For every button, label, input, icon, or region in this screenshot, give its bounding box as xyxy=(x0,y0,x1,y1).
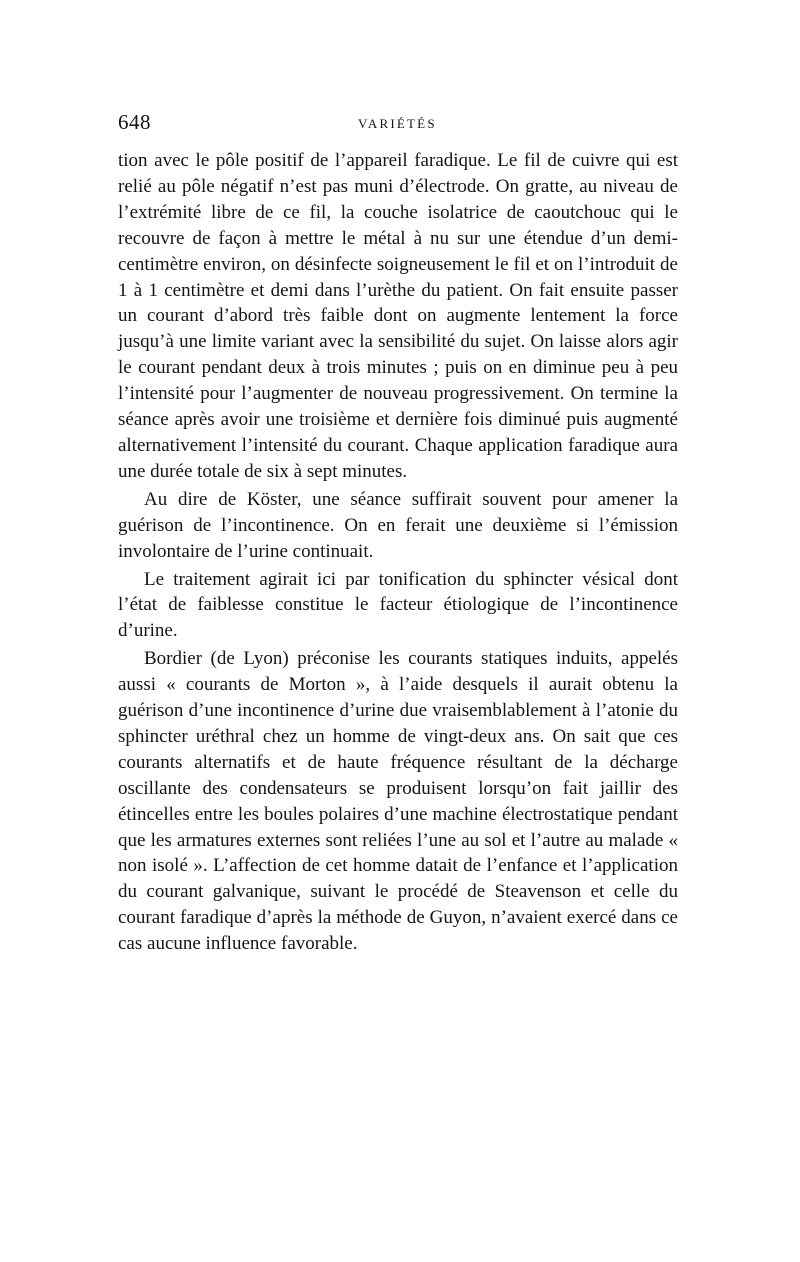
paragraph-bordier: Bordier (de Lyon) préconise les courants statiques induits, appelés aussi « courants de Morton », à l’aide desquels il aurait obtenu la guérison d’une incontinence d’urine due vraisemblablement à l’atonie du sphincter uréthral chez un homme de vingt-deux ans. On sait que ces courants alternatifs et de haute fréquence résultant de la décharge oscillante des condensateurs se produisent lorsqu’on fait jaillir des étincelles entre les boules polaires d’une machine électrostatique pendant que les armatures externes sont reliées l’une au sol et l’autre au malade « non isolé ». L’affection de cet homme datait de l’enfance et l’application du courant galvanique, suivant le procédé de Steavenson et celle du courant faradique d’après la méthode de Guyon, n’avaient exercé dans ce cas aucune influence favorable. xyxy=(118,648,678,955)
running-title: VARIÉTÉS xyxy=(358,116,437,131)
running-head xyxy=(118,108,678,148)
paragraph-koster: Au dire de Köster, une séance suffirait souvent pour amener la guérison de l’incontinence. On en ferait une deuxième si l’émission involontaire de l’urine continuait. xyxy=(118,488,678,562)
body-text xyxy=(118,148,678,957)
page-number: 648 xyxy=(118,110,151,134)
paragraph-traitement: Le traitement agirait ici par tonification du sphincter vésical dont l’état de faiblesse constitue le facteur étiologique de l’incontinence d’urine. xyxy=(118,568,678,642)
book-page xyxy=(118,108,678,957)
paragraph-continued: tion avec le pôle positif de l’appareil faradique. Le fil de cuivre qui est relié au pôle négatif n’est pas muni d’électrode. On gratte, au niveau de l’extrémité libre de ce fil, la couche isolatrice de caoutchouc qui le recouvre de façon à mettre le métal à nu sur une étendue d’un demi-centimètre environ, on désinfecte soigneusement le fil et on l’introduit de 1 à 1 centimètre et demi dans l’urèthe du patient. On fait ensuite passer un courant d’abord très faible dont on augmente lentement la force jusqu’à une limite variant avec la sensibilité du sujet. On laisse alors agir le courant pendant deux à trois minutes ; puis on en diminue peu à peu l’intensité pour l’augmenter de nouveau progressivement. On termine la séance après avoir une troisième et dernière fois diminué puis augmenté alternativement l’intensité du courant. Chaque application faradique aura une durée totale de six à sept minutes. xyxy=(118,150,678,482)
